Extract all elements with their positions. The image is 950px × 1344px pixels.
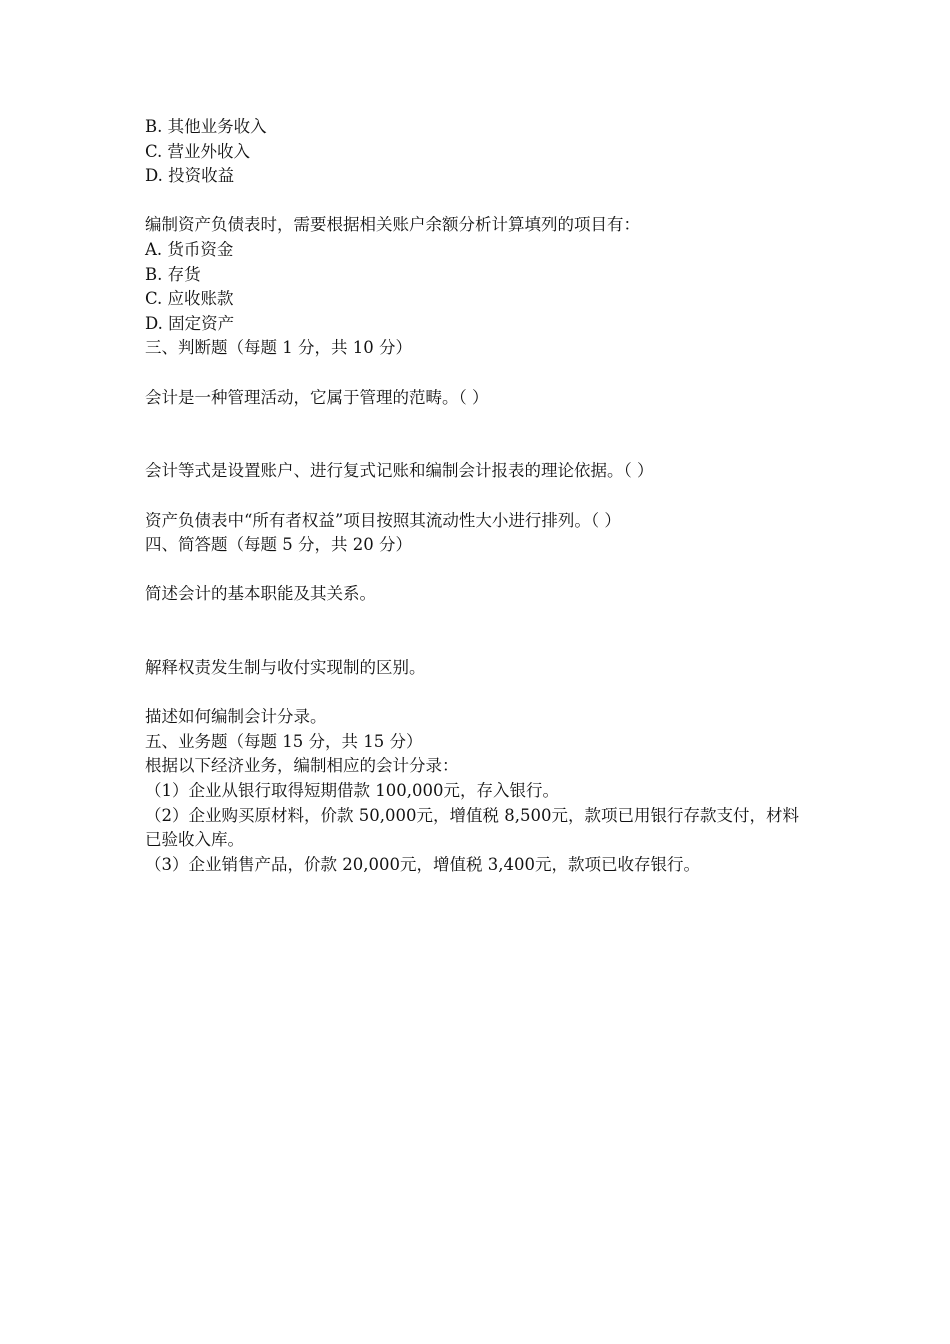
option-d: D. 固定资产 [145,313,235,333]
option-b: B. 存货 [145,264,201,284]
true-false-item: 会计等式是设置账户、进行复式记账和编制会计报表的理论依据。（ ） [145,461,654,481]
short-answer-item: 简述会计的基本职能及其关系。 [145,584,376,604]
business-item: （1）企业从银行取得短期借款 100,000元，存入银行。 [145,781,559,801]
spacer [145,410,815,459]
true-false-item: 会计是一种管理活动，它属于管理的范畴。（ ） [145,387,489,407]
spacer [145,558,815,583]
document-page [145,115,815,877]
option-b: B. 其他业务收入 [145,117,267,136]
spacer [145,607,815,656]
section-heading-business: 五、业务题（每题 15 分，共 15 分） [145,731,423,751]
business-intro: 根据以下经济业务，编制相应的会计分录： [145,756,459,776]
section-heading-true-false: 三、判断题（每题 1 分，共 10 分） [145,338,412,358]
question-stem: 编制资产负债表时，需要根据相关账户余额分析计算填列的项目有： [145,215,640,235]
spacer [145,189,815,214]
short-answer-item: 描述如何编制会计分录。 [145,707,327,727]
option-d: D. 投资收益 [145,166,235,186]
option-c: C. 营业外收入 [145,141,251,161]
short-answer-item: 解释权责发生制与收付实现制的区别。 [145,658,426,678]
section-heading-short-answer: 四、简答题（每题 5 分，共 20 分） [145,535,412,555]
true-false-item: 资产负债表中“所有者权益”项目按照其流动性大小进行排列。（ ） [145,510,621,530]
business-item: （3）企业销售产品，价款 20,000元，增值税 3,400元，款项已收存银行。 [145,854,700,874]
spacer [145,361,815,386]
spacer [145,681,815,706]
option-a: A. 货币资金 [145,239,234,259]
spacer [145,484,815,509]
business-item: （2）企业购买原材料，价款 50,000元，增值税 8,500元，款项已用银行存款支付，材料已验收入库。 [145,805,799,850]
option-c: C. 应收账款 [145,289,234,309]
